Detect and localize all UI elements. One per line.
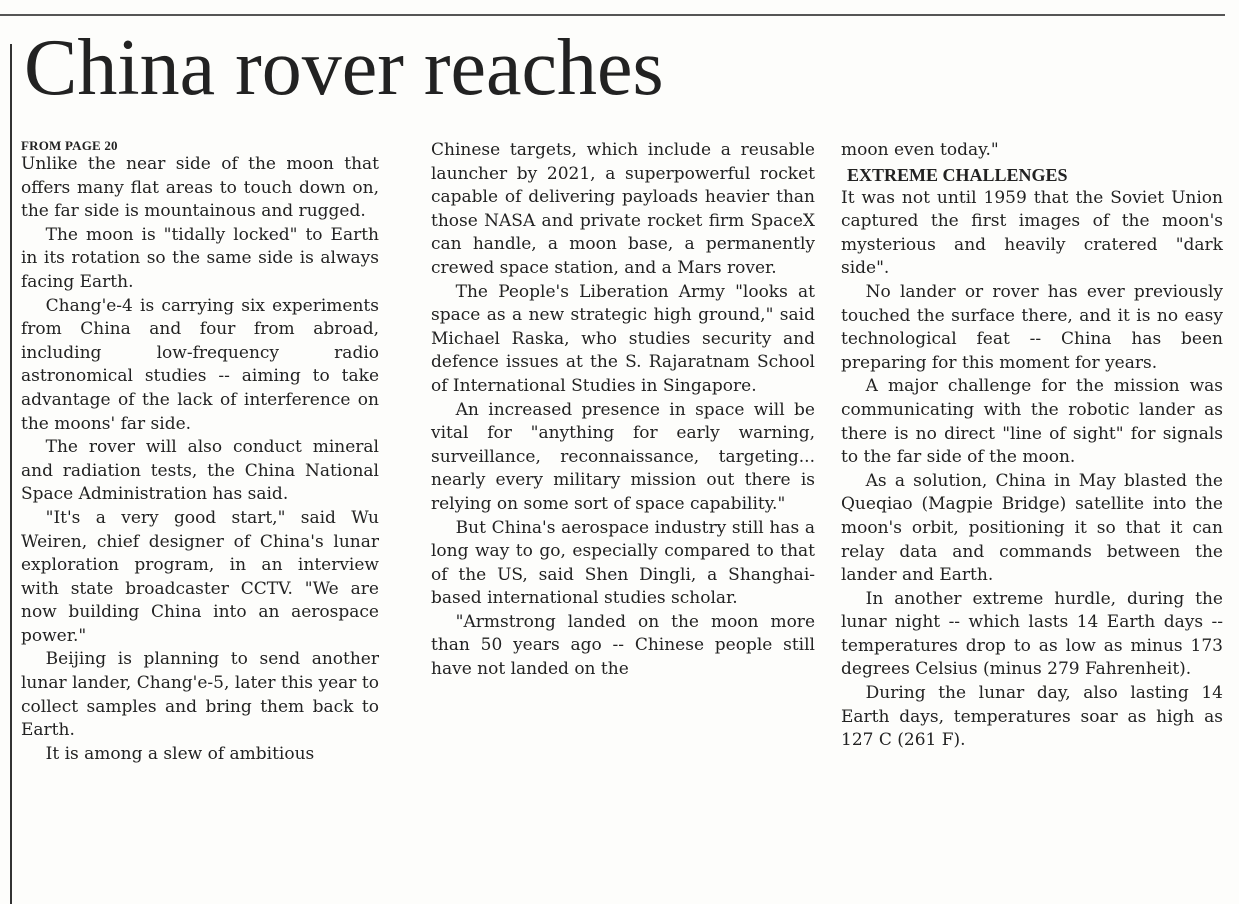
paragraph: An increased presence in space will be vital for "anything for early warning, surveillance, reconnaissance, targeting... nearly every military mission out there is relying on some sort of space capability." xyxy=(431,399,815,514)
paragraph: "It's a very good start," said Wu Weiren, chief designer of China's lunar exploration program, in an interview with state broadcaster CCTV. "We are now building China into an aerospace power." xyxy=(21,507,379,646)
article-column-3 xyxy=(841,139,1223,753)
paragraph: Chang'e-4 is carrying six experiments from China and four from abroad, including low-frequency radio astronomical studies -- aiming to take advantage of the lack of interference on the moons' far side. xyxy=(21,295,379,434)
headline: China rover reaches xyxy=(24,24,664,112)
paragraph: The moon is "tidally locked" to Earth in its rotation so the same side is always facing Earth. xyxy=(21,224,379,292)
paragraph: As a solution, China in May blasted the Queqiao (Magpie Bridge) satellite into the moon's orbit, positioning it so that it can relay data and commands between the lander and Earth. xyxy=(841,470,1223,586)
paragraph: A major challenge for the mission was communicating with the robotic lander as there is no direct "line of sight" for signals to the far side of the moon. xyxy=(841,376,1223,468)
paragraph: moon even today." xyxy=(841,140,999,160)
paragraph: Unlike the near side of the moon that offers many flat areas to touch down on, the far side is mountainous and rugged. xyxy=(21,154,379,222)
paragraph: Beijing is planning to send another lunar lander, Chang'e-5, later this year to collect samples and bring them back to Earth. xyxy=(21,649,379,741)
paragraph: Chinese targets, which include a reusable launcher by 2021, a superpowerful rocket capable of delivering payloads heavier than those NASA and private rocket firm SpaceX can handle, a moon base, a permanently crewed space station, and a Mars rover. xyxy=(431,140,815,278)
paragraph: "Armstrong landed on the moon more than 50 years ago -- Chinese people still have not landed on the xyxy=(431,611,815,680)
paragraph: It was not until 1959 that the Soviet Union captured the first images of the moon's mysterious and heavily cratered "dark side". xyxy=(841,187,1223,279)
paragraph: The rover will also conduct mineral and radiation tests, the China National Space Administration has said. xyxy=(21,437,379,505)
left-column-rule xyxy=(10,44,12,904)
top-rule xyxy=(0,14,1225,16)
paragraph: It is among a slew of ambitious xyxy=(45,743,315,764)
jump-line: FROM PAGE 20 xyxy=(21,138,118,153)
paragraph: But China's aerospace industry still has a long way to go, especially compared to that of the US, said Shen Dingli, a Shanghai-based international studies scholar. xyxy=(431,517,815,609)
paragraph: The People's Liberation Army "looks at space as a new strategic high ground," said Michael Raska, who studies security and defence issues at the S. Rajaratnam School of International Studies in Singapore. xyxy=(431,281,815,396)
article-column-1 xyxy=(21,138,379,766)
paragraph: During the lunar day, also lasting 14 Earth days, temperatures soar as high as 127 C (261 F). xyxy=(841,683,1223,751)
section-subheading: EXTREME CHALLENGES xyxy=(847,164,1068,185)
article-column-2 xyxy=(431,139,815,682)
paragraph: In another extreme hurdle, during the lunar night -- which lasts 14 Earth days -- temperatures drop to as low as minus 173 degrees Celsius (minus 279 Fahrenheit). xyxy=(841,588,1223,680)
paragraph: No lander or rover has ever previously touched the surface there, and it is no easy technological feat -- China has been preparing for this moment for years. xyxy=(841,281,1223,373)
